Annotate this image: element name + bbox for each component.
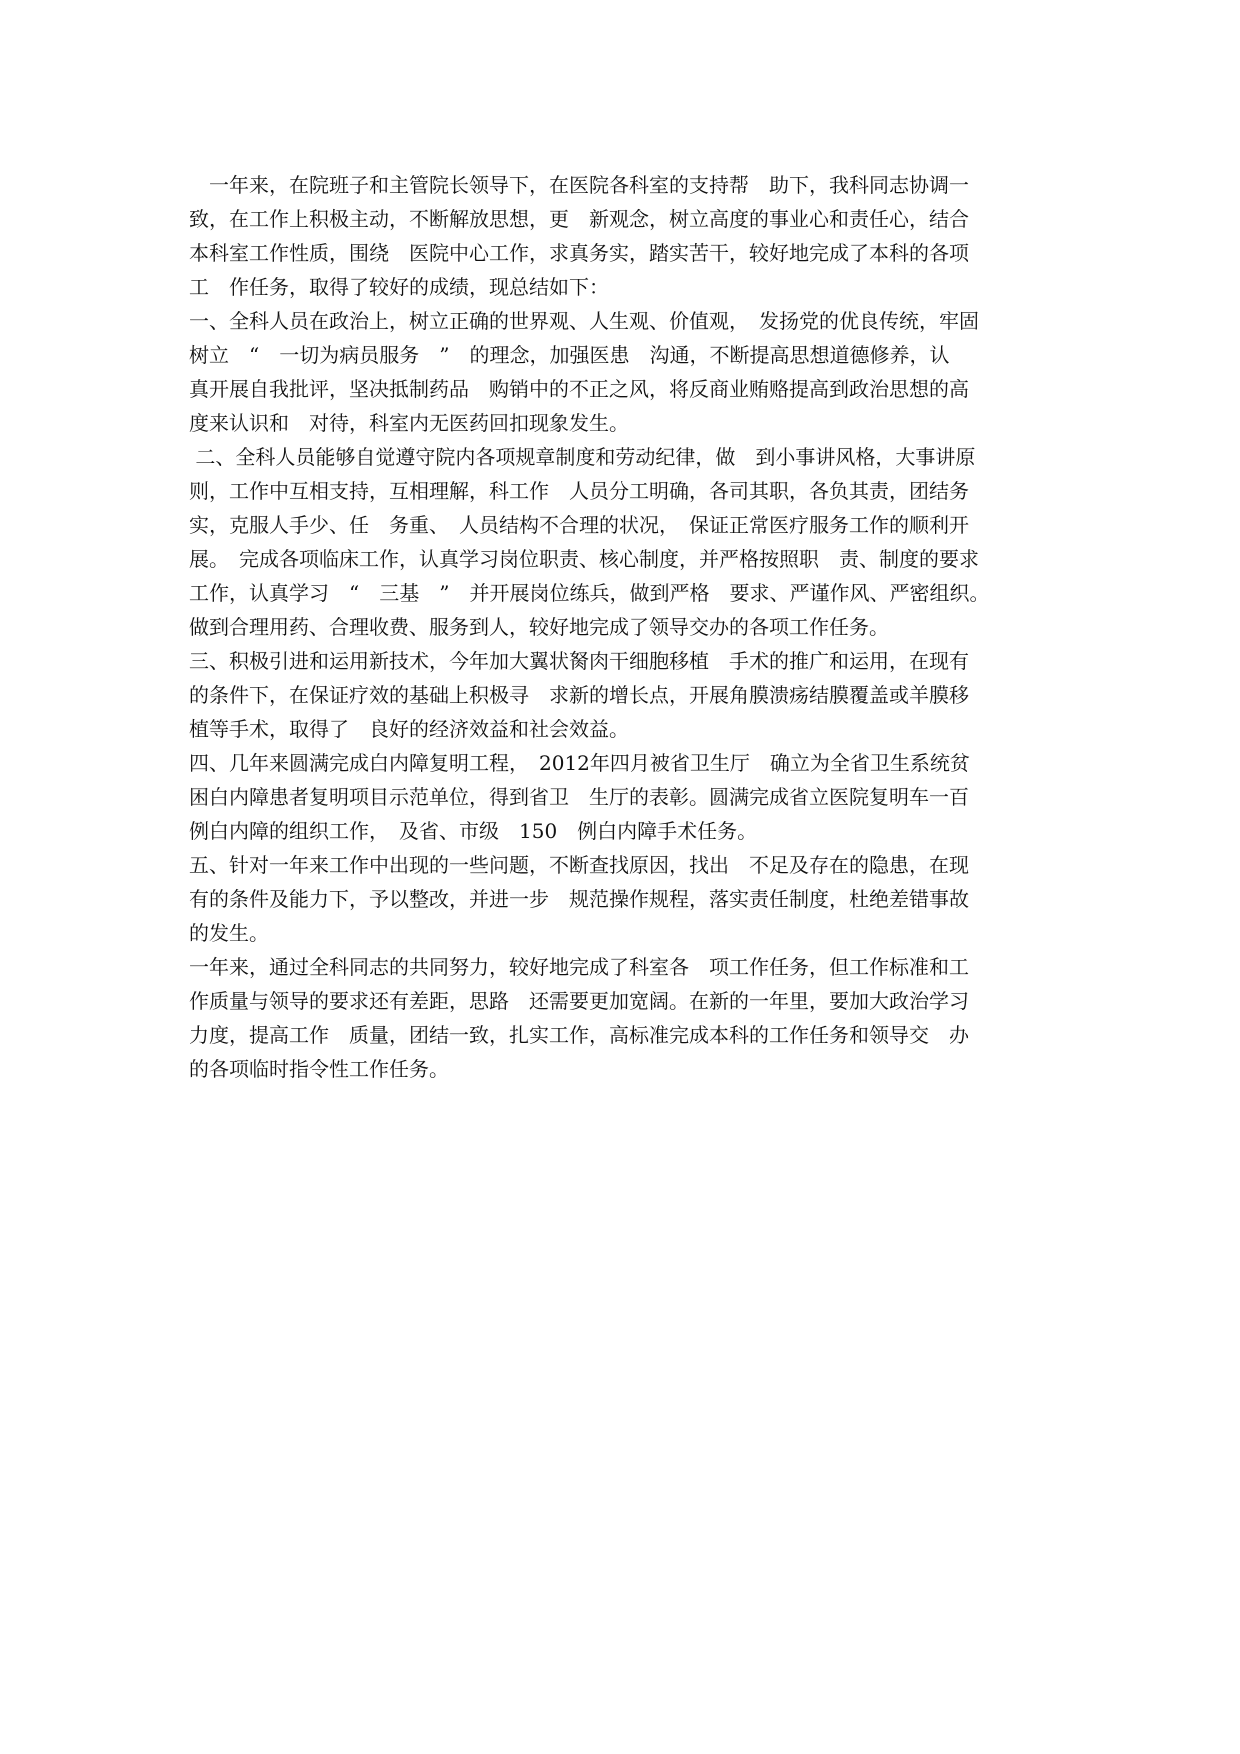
text-line: 植等手术，取得了 良好的经济效益和社会效益。 (189, 717, 629, 741)
text-line: 工 作任务，取得了较好的成绩，现总结如下： (189, 275, 609, 299)
text-line: 一、全科人员在政治上，树立正确的世界观、人生观、价值观， 发扬党的优良传统，牢固 (189, 309, 979, 333)
text-line: 四、几年来圆满完成白内障复明工程， 2012年四月被省卫生厅 确立为全省卫生系统贫 (189, 751, 970, 775)
text-line: 则，工作中互相支持，互相理解，科工作 人员分工明确，各司其职，各负其责，团结务 (189, 479, 969, 503)
text-line: 度来认识和 对待，科室内无医药回扣现象发生。 (189, 411, 629, 435)
text-line: 做到合理用药、合理收费、服务到人，较好地完成了领导交办的各项工作任务。 (189, 615, 889, 639)
text-line: 致，在工作上积极主动，不断解放思想，更 新观念，树立高度的事业心和责任心，结合 (189, 207, 969, 231)
text-line: 树立 “ 一切为病员服务 ” 的理念，加强医患 沟通，不断提高思想道德修养，认 (189, 343, 950, 367)
text-line: 本科室工作性质，围绕 医院中心工作，求真务实，踏实苦干，较好地完成了本科的各项 (189, 241, 969, 265)
text-line: 例白内障的组织工作， 及省、市级 150 例白内障手术任务。 (189, 819, 758, 843)
text-line: 的发生。 (189, 921, 269, 945)
text-line: 一年来，在院班子和主管院长领导下，在医院各科室的支持帮 助下，我科同志协调一 (189, 173, 969, 197)
text-line: 作质量与领导的要求还有差距，思路 还需要更加宽阔。在新的一年里，要加大政治学习 (189, 989, 969, 1013)
text-line: 一年来，通过全科同志的共同努力，较好地完成了科室各 项工作任务，但工作标准和工 (189, 955, 969, 979)
text-line: 工作，认真学习 “ 三基 ” 并开展岗位练兵，做到严格 要求、严谨作风、严密组织。 (189, 581, 990, 605)
text-line: 实，克服人手少、任 务重、 人员结构不合理的状况， 保证正常医疗服务工作的顺利开 (189, 513, 969, 537)
text-line: 力度，提高工作 质量，团结一致，扎实工作，高标准完成本科的工作任务和领导交 办 (189, 1023, 969, 1047)
text-line: 展。 完成各项临床工作，认真学习岗位职责、核心制度，并严格按照职 责、制度的要求 (189, 547, 979, 571)
text-line: 五、针对一年来工作中出现的一些问题，不断查找原因，找出 不足及存在的隐患，在现 (189, 853, 969, 877)
text-line: 二、全科人员能够自觉遵守院内各项规章制度和劳动纪律，做 到小事讲风格，大事讲原 (189, 445, 976, 469)
text-line: 真开展自我批评，坚决抵制药品 购销中的不正之风，将反商业贿赂提高到政治思想的高 (189, 377, 969, 401)
text-line: 的条件下，在保证疗效的基础上积极寻 求新的增长点，开展角膜溃疡结膜覆盖或羊膜移 (189, 683, 969, 707)
report-body (189, 168, 1069, 1086)
text-line: 有的条件及能力下，予以整改，并进一步 规范操作规程，落实责任制度，杜绝差错事故 (189, 887, 969, 911)
text-line: 三、积极引进和运用新技术，今年加大翼状胬肉干细胞移植 手术的推广和运用，在现有 (189, 649, 969, 673)
text-line: 困白内障患者复明项目示范单位，得到省卫 生厅的表彰。圆满完成省立医院复明车一百 (189, 785, 969, 809)
text-line: 的各项临时指令性工作任务。 (189, 1057, 449, 1081)
